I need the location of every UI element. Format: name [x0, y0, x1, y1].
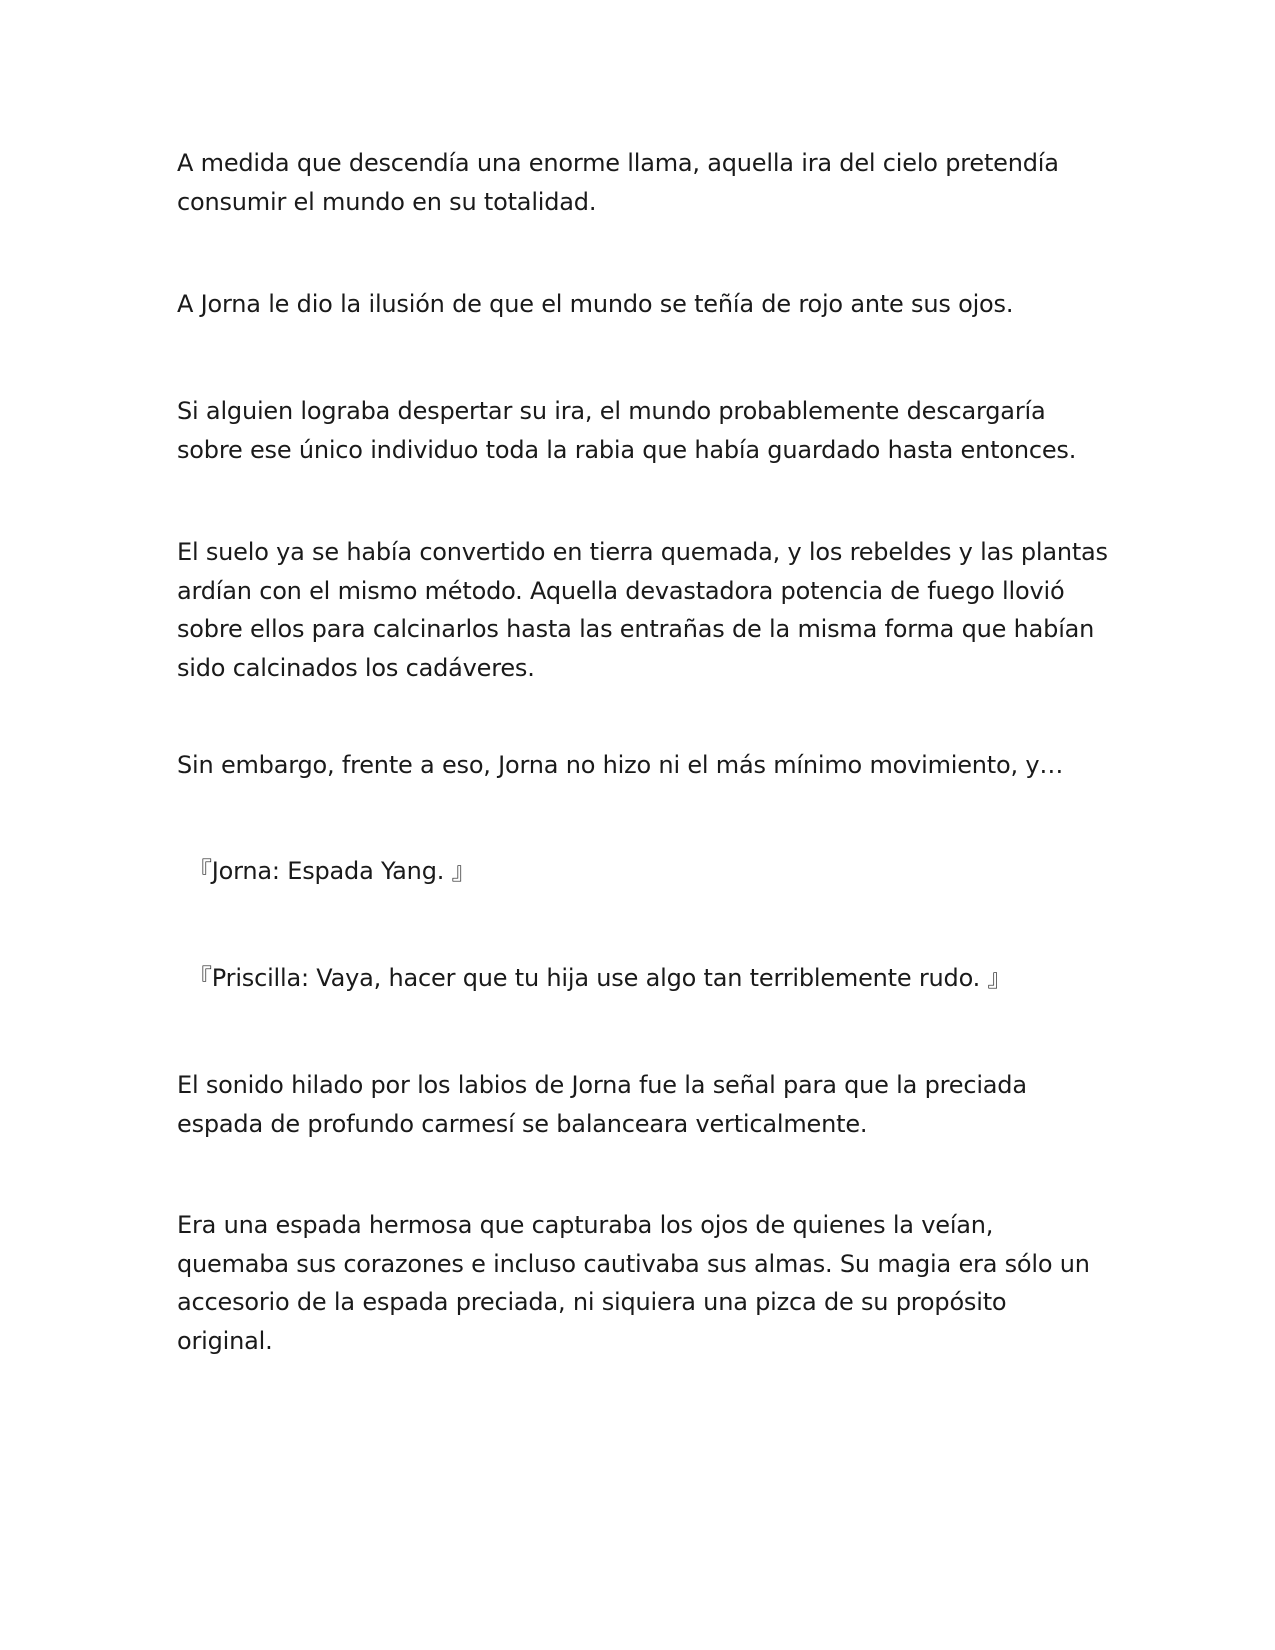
text-line: accesorio de la espada preciada, ni siquiera una pizca de su propósito: [177, 1288, 1007, 1316]
text-line: El sonido hilado por los labios de Jorna fue la señal para que la preciada: [177, 1071, 1027, 1099]
text-line: 『Priscilla: Vaya, hacer que tu hija use algo tan terriblemente rudo. 』: [188, 964, 1012, 992]
dialogue-priscilla: [188, 959, 1138, 998]
text-line: original.: [177, 1326, 273, 1355]
text-line: sobre ese único individuo toda la rabia que había guardado hasta entonces.: [177, 435, 1077, 464]
text-line: 『Jorna: Espada Yang. 』: [188, 857, 476, 885]
text-line: espada de profundo carmesí se balanceara verticalmente.: [177, 1109, 868, 1138]
text-line: Sin embargo, frente a eso, Jorna no hizo ni el más mínimo movimiento, y…: [177, 751, 1064, 779]
paragraph-8: [177, 1066, 1127, 1143]
text-line: quemaba sus corazones e incluso cautivaba sus almas. Su magia era sólo un: [177, 1249, 1090, 1278]
paragraph-4: [177, 533, 1127, 687]
text-line: ardían con el mismo método. Aquella devastadora potencia de fuego llovió: [177, 576, 1065, 605]
text-line: El suelo ya se había convertido en tierra quemada, y los rebeldes y las plantas: [177, 538, 1108, 566]
text-line: A Jorna le dio la ilusión de que el mundo se teñía de rojo ante sus ojos.: [177, 290, 1014, 318]
text-line: Era una espada hermosa que capturaba los ojos de quienes la veían,: [177, 1211, 994, 1239]
text-line: sido calcinados los cadáveres.: [177, 653, 535, 682]
paragraph-3: [177, 392, 1127, 469]
text-line: Si alguien lograba despertar su ira, el mundo probablemente descargaría: [177, 397, 1046, 425]
text-line: A medida que descendía una enorme llama, aquella ira del cielo pretendía: [177, 149, 1059, 177]
dialogue-jorna: [188, 852, 1138, 891]
text-line: sobre ellos para calcinarlos hasta las entrañas de la misma forma que habían: [177, 615, 1095, 643]
paragraph-9: [177, 1206, 1127, 1360]
paragraph-1: [177, 144, 1127, 221]
text-line: consumir el mundo en su totalidad.: [177, 187, 597, 216]
paragraph-5: [177, 746, 1127, 785]
paragraph-2: [177, 285, 1127, 324]
